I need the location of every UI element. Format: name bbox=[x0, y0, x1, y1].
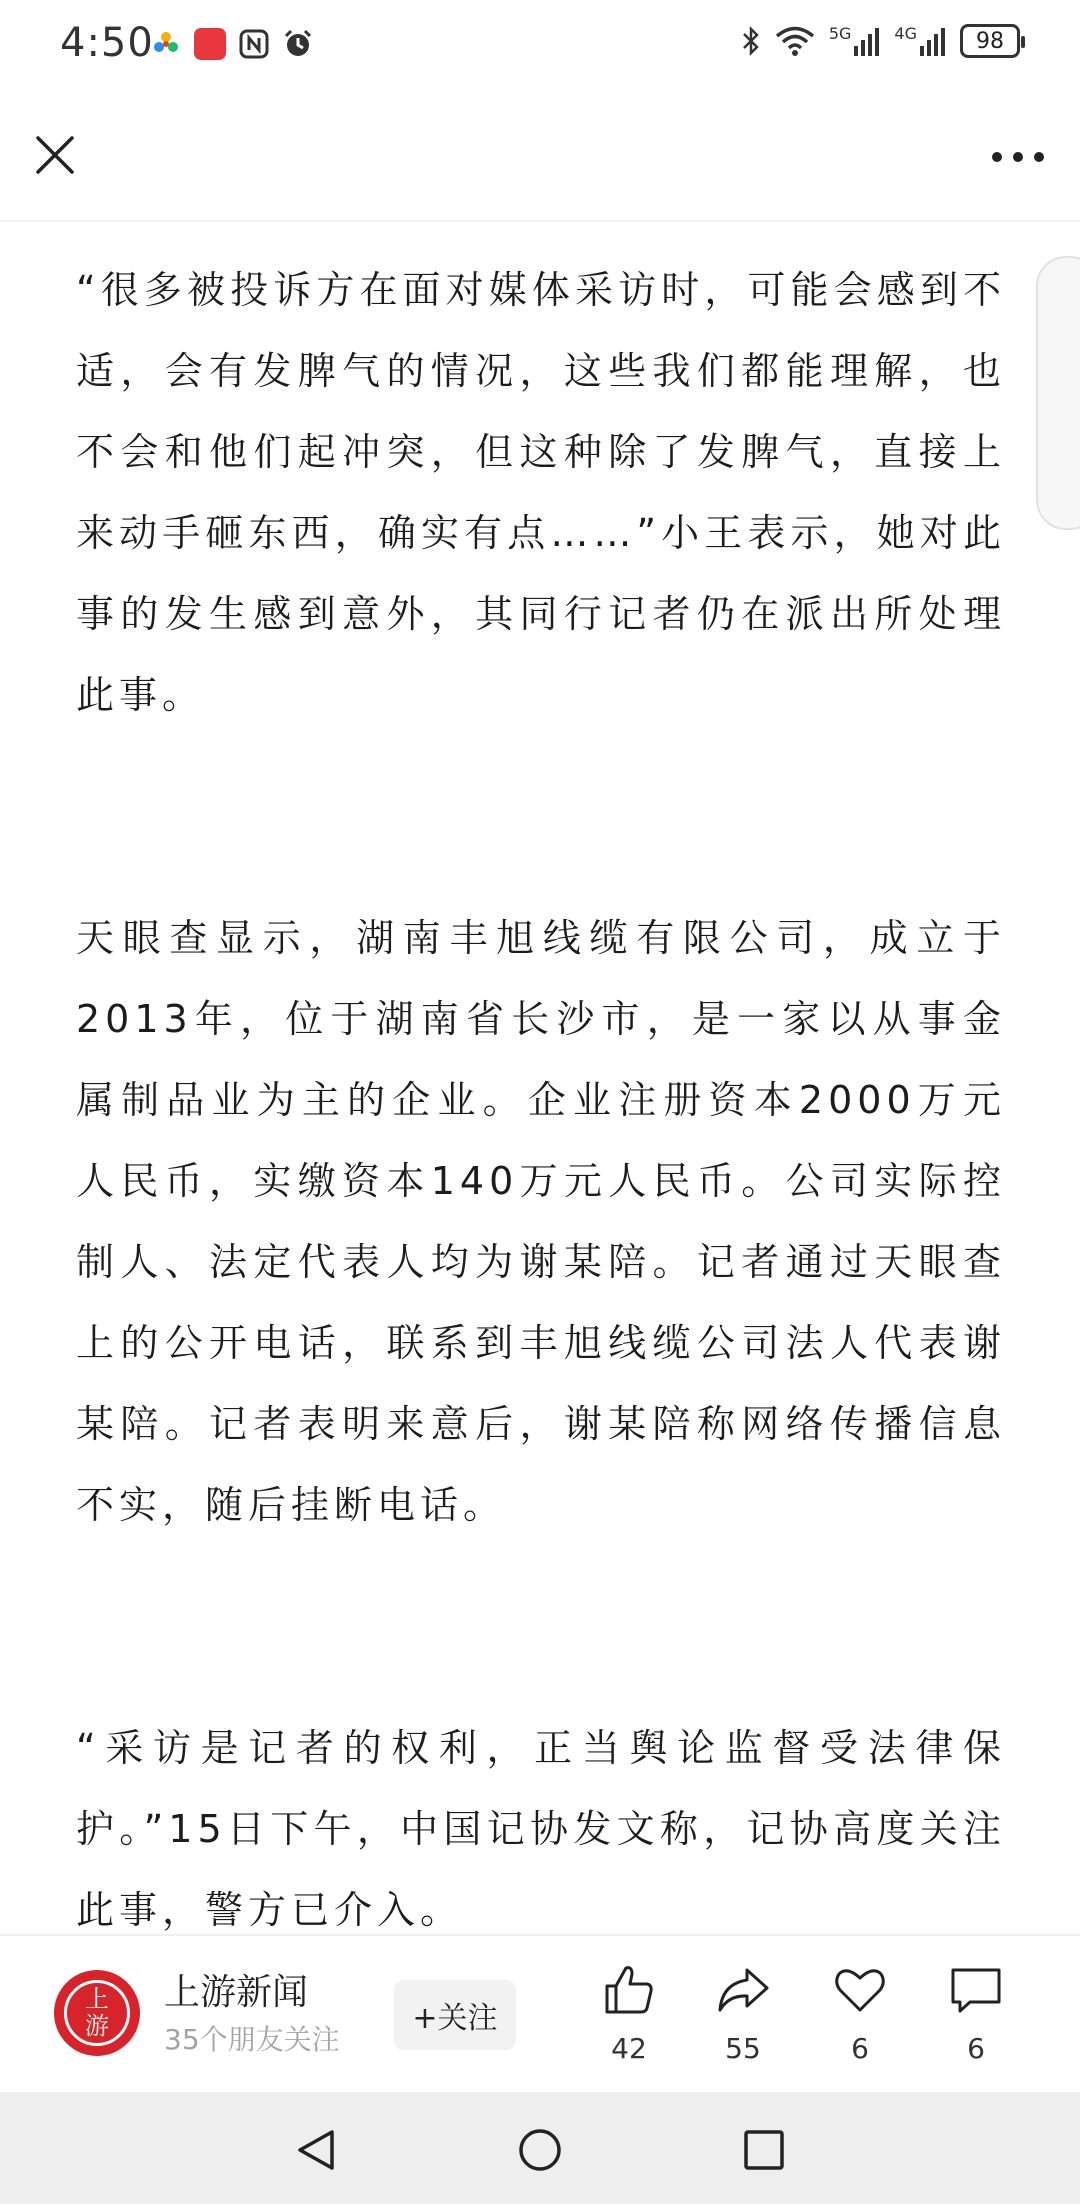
battery-level: 98 bbox=[976, 28, 1004, 54]
source-name[interactable]: 上游新闻 bbox=[164, 1972, 309, 2013]
side-floating-tab[interactable] bbox=[1036, 256, 1080, 530]
signal-icon bbox=[854, 26, 880, 56]
article-action-bar bbox=[0, 1934, 1080, 2094]
notification-icons bbox=[150, 28, 314, 60]
favorite-count: 6 bbox=[851, 2032, 869, 2065]
system-nav-bar bbox=[0, 2092, 1080, 2204]
signal-icon bbox=[920, 26, 946, 56]
article-paragraph: 天眼查显示，湖南丰旭线缆有限公司，成立于2013年，位于湖南省长沙市，是一家以从事金属制品业为主的企业。企业注册资本2000万元人民币，实缴资本140万元人民币。公司实际控制人、法定代表人均为谢某陪。记者通过天眼查上的公开电话，联系到丰旭线缆公司法人代表谢某陪。记者表明来意后，谢某陪称网络传播信息不实，随后挂断电话。 bbox=[76, 916, 1006, 1527]
comment-count: 6 bbox=[967, 2032, 985, 2065]
article-paragraph: “采访是记者的权利，正当舆论监督受法律保护。”15日下午，中国记协发文称，记协高度关注此事，警方已介入。 bbox=[76, 1726, 1006, 1932]
more-button[interactable] bbox=[986, 132, 1050, 182]
comment-icon bbox=[948, 1962, 1004, 2018]
bluetooth-icon bbox=[741, 25, 761, 57]
status-time: 4:50 bbox=[60, 20, 154, 66]
recent-apps-icon bbox=[740, 2126, 788, 2174]
share-button[interactable] bbox=[698, 1962, 788, 2065]
close-button[interactable] bbox=[30, 130, 80, 180]
source-avatar[interactable] bbox=[54, 1970, 140, 2056]
wifi-icon bbox=[775, 25, 815, 57]
avatar-text-top: 上 bbox=[85, 1985, 109, 2013]
network-type-2: 4G bbox=[894, 24, 917, 43]
app-icon-colorful bbox=[150, 28, 182, 60]
article-body bbox=[76, 250, 1006, 1951]
share-count: 55 bbox=[725, 2032, 761, 2065]
nfc-icon bbox=[238, 28, 270, 60]
status-right bbox=[741, 24, 1020, 58]
follower-count: 35个朋友关注 bbox=[164, 2023, 340, 2056]
home-icon bbox=[516, 2126, 564, 2174]
back-icon bbox=[292, 2126, 340, 2174]
app-icon-red bbox=[194, 28, 226, 60]
battery-indicator bbox=[960, 24, 1020, 58]
status-bar bbox=[0, 0, 1080, 92]
home-button[interactable] bbox=[512, 2122, 568, 2178]
thumbs-up-icon bbox=[601, 1962, 657, 2018]
top-nav bbox=[0, 92, 1080, 222]
network-type-1: 5G bbox=[828, 24, 852, 43]
signal-group-1 bbox=[829, 26, 881, 56]
recent-apps-button[interactable] bbox=[736, 2122, 792, 2178]
comment-button[interactable] bbox=[931, 1962, 1021, 2065]
favorite-button[interactable] bbox=[815, 1962, 905, 2065]
article-paragraph: “很多被投诉方在面对媒体采访时，可能会感到不适，会有发脾气的情况，这些我们都能理解，也不会和他们起冲突，但这种除了发脾气，直接上来动手砸东西，确实有点……”小王表示，她对此事的发生感到意外，其同行记者仍在派出所处理此事。 bbox=[76, 268, 1006, 717]
alarm-icon bbox=[282, 28, 314, 60]
like-count: 42 bbox=[611, 2032, 647, 2065]
back-button[interactable] bbox=[288, 2122, 344, 2178]
more-icon bbox=[991, 151, 1045, 163]
avatar-text-bottom: 游 bbox=[85, 2012, 109, 2040]
like-button[interactable] bbox=[584, 1962, 674, 2065]
signal-group-2 bbox=[894, 26, 946, 56]
close-icon bbox=[35, 135, 75, 175]
heart-icon bbox=[832, 1962, 888, 2018]
follow-button[interactable]: +关注 bbox=[394, 1980, 516, 2050]
source-logo bbox=[64, 1980, 130, 2046]
share-icon bbox=[715, 1962, 771, 2018]
